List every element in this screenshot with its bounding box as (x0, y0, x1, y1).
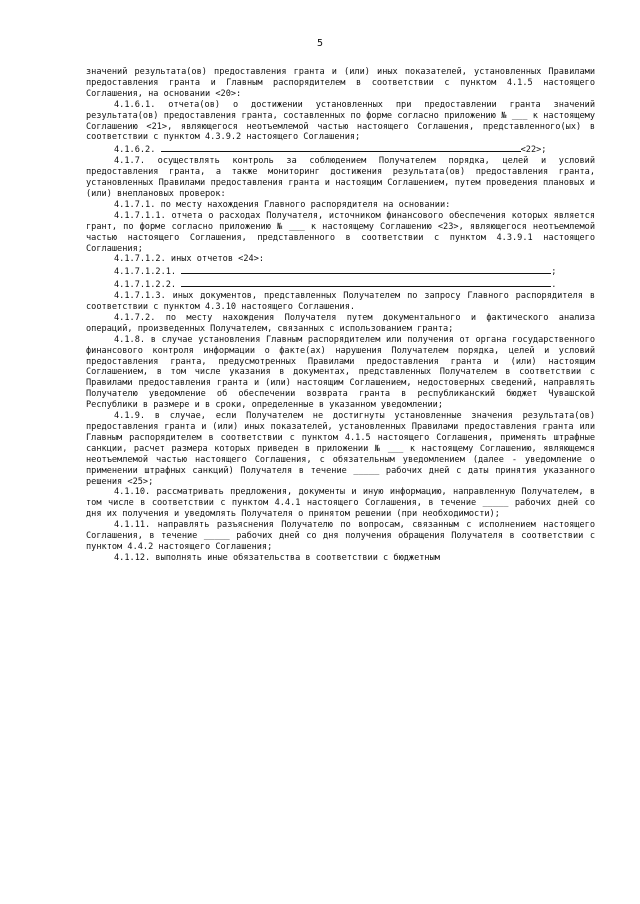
paragraph-4-1-6-1: 4.1.6.1. отчета(ов) о достижении установленных при предоставлении гранта значений результата(ов) предоставления гранта, составленных по форме согласно приложению № ___ к настоящему Соглашению <21>, являющегося неотъемлемой частью настоящего Соглашения, представленного(ых) в соответствии с пунктом 4.3.9.2 настоящего Соглашения; (86, 99, 595, 143)
punctuation: ; (551, 267, 557, 278)
paragraph-4-1-7-1: 4.1.7.1. по месту нахождения Главного распорядителя на основании: (114, 199, 451, 210)
paragraph-4-1-9: 4.1.9. в случае, если Получателем не достигнуты установленные значения результата(ов) предоставления гранта и (или) иных показателей, установленных Правилами предоставления гранта или Главным распорядителем в соответствии с пунктом 4.1.5 настоящего Соглашения, применять штрафные санкции, расчет размера которых приведен в приложении № ___ к настоящему Соглашению, являющемся неотъемлемой частью настоящего Соглашения, с обязательным уведомлением (далее - уведомление о применении штрафных санкций) Получателя в течение _____ рабочих дней с даты принятия указанного решения <25>; (86, 411, 595, 487)
paragraph-4-1-7-1-1: 4.1.7.1.1. отчета о расходах Получателя, источником финансового обеспечения которых является грант, по форме согласно приложению № ___ к настоящему Соглашению <23>, являющегося неотъемлемой частью настоящего Соглашения, представленного в соответствии с пунктом 4.3.9.1 настоящего Соглашения; (86, 210, 595, 254)
punctuation: . (551, 280, 557, 291)
paragraph-4-1-7-1-2: 4.1.7.1.2. иных отчетов <24>: (114, 254, 265, 265)
paragraph-4-1-6-2 (86, 143, 595, 156)
paragraph-4-1-10: 4.1.10. рассматривать предложения, документы и иную информацию, направленную Получателем, в том числе в соответствии с пунктом 4.4.1 настоящего Соглашения, в течение _____ рабочих дней со дня их получения и уведомлять Получателя о принятом решении (при необходимости); (86, 487, 595, 520)
item-number: 4.1.7.1.2.1. (114, 267, 177, 278)
blank-line (161, 143, 521, 152)
paragraph-4-1-7-1-3: 4.1.7.1.3. иных документов, представленных Получателем по запросу Главного распорядителя в соответствии с пунктом 4.3.10 настоящего Соглашения. (86, 291, 595, 313)
footnote-ref: <22>; (520, 145, 547, 156)
page-number: 5 (316, 38, 324, 49)
blank-line (181, 265, 551, 274)
paragraph-4-1-7-1-2-2 (86, 278, 595, 291)
item-number: 4.1.6.2. (114, 145, 156, 156)
document-body (86, 67, 595, 564)
paragraph-4-1-7: 4.1.7. осуществлять контроль за соблюдением Получателем порядка, целей и условий предоставления гранта, а также мониторинг достижения результата(ов) предоставления гранта, установленных Правилами предоставления гранта и настоящим Соглашением, путем проведения плановых и (или) внеплановых проверок: (86, 156, 595, 199)
paragraph-4-1-7-2: 4.1.7.2. по месту нахождения Получателя путем документального и фактического анализа операций, произведенных Получателем, связанных с использованием гранта; (86, 312, 595, 334)
item-number: 4.1.7.1.2.2. (114, 280, 177, 291)
blank-line (181, 278, 551, 287)
paragraph-4-1-8: 4.1.8. в случае установления Главным распорядителем или получения от органа государственного финансового контроля информации о факте(ах) нарушения Получателем порядка, целей и условий предоставления гранта, предусмотренных Правилами предоставления гранта и (или) настоящим Соглашением, в том числе указания в документах, представленных Получателем в соответствии с Правилами предоставления гранта и (или) настоящим Соглашением, недостоверных сведений, направлять Получателю уведомление об обеспечении возврата гранта в республиканский бюджет Чувашской Республики в размере и в сроки, определенные в указанном уведомлении; (86, 334, 595, 411)
paragraph-4-1-11: 4.1.11. направлять разъяснения Получателю по вопросам, связанным с исполнением настоящего Соглашения, в течение _____ рабочих дней со дня получения обращения Получателя в соответствии с пунктом 4.4.2 настоящего Соглашения; (86, 520, 595, 552)
paragraph-4-1-12: 4.1.12. выполнять иные обязательства в соответствии с бюджетным (114, 552, 440, 563)
paragraph-4-1-7-1-2-1 (86, 265, 595, 278)
paragraph-intro: значений результата(ов) предоставления гранта и (или) иных показателей, установленных Правилами предоставления гранта и Главным распорядителем в соответствии с пунктом 4.1.5 настоящего Соглашения, на основании <20>: (86, 67, 595, 99)
